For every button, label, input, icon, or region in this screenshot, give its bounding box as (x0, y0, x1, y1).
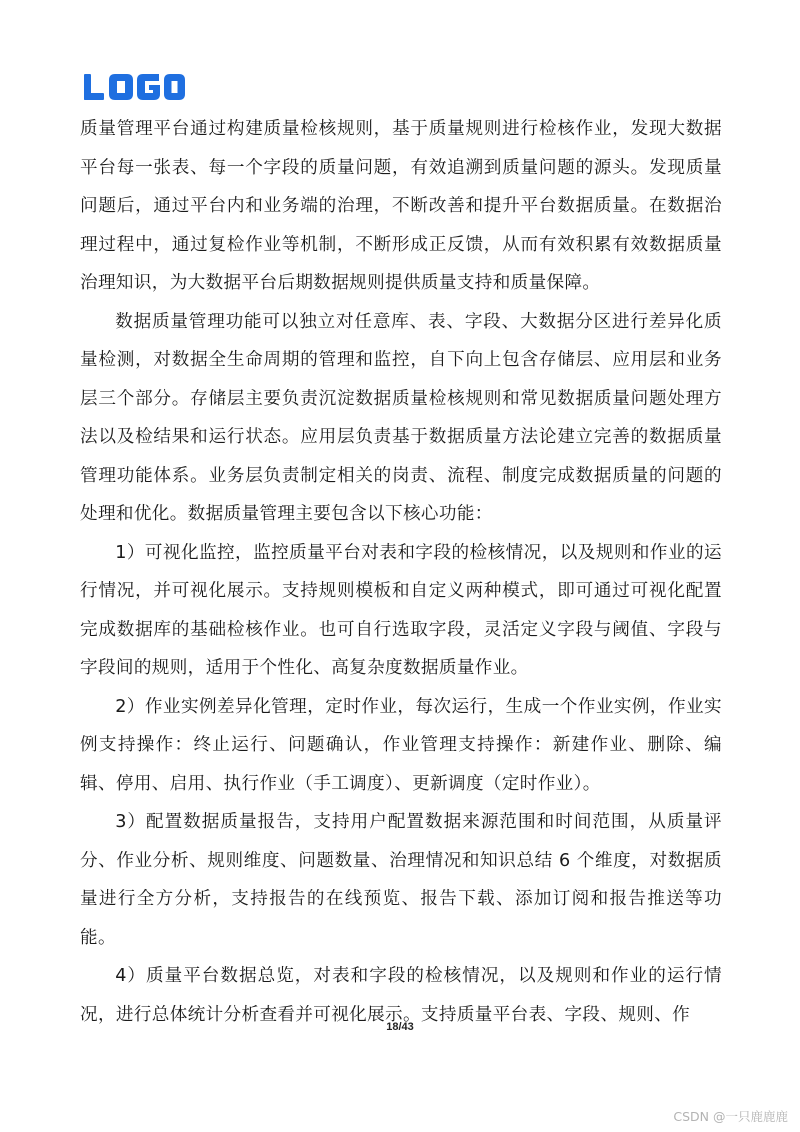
paragraph-feature-2: 2）作业实例差异化管理，定时作业，每次运行，生成一个作业实例，作业实例支持操作：终止运行、问题确认，作业管理支持操作：新建作业、删除、编辑、停用、启用、执行作业（手工调度）、更新调度（定时作业）。 (80, 696, 722, 794)
paragraph-intro: 质量管理平台通过构建质量检核规则，基于质量规则进行检核作业，发现大数据平台每一张表、每一个字段的质量问题，有效追溯到质量问题的源头。发现质量问题后，通过平台内和业务端的治理，不断改善和提升平台数据质量。在数据治理过程中，通过复检作业等机制，不断形成正反馈，从而有效积累有效数据质量治理知识，为大数据平台后期数据规则提供质量支持和质量保障。 (80, 119, 722, 293)
paragraph-feature-1: 1）可视化监控，监控质量平台对表和字段的检核情况，以及规则和作业的运行情况，并可视化展示。支持规则模板和自定义两种模式，即可通过可视化配置完成数据库的基础检核作业。也可自行选取字段，灵活定义字段与阈值、字段与字段间的规则，适用于个性化、高复杂度数据质量作业。 (80, 542, 722, 678)
paragraph-feature-3: 3）配置数据质量报告，支持用户配置数据来源范围和时间范围，从质量评分、作业分析、规则维度、问题数量、治理情况和知识总结 6 个维度，对数据质量进行全方分析，支持报告的在线预览、报告下载、添加订阅和报告推送等功能。 (80, 812, 722, 948)
paragraph-overview: 数据质量管理功能可以独立对任意库、表、字段、大数据分区进行差异化质量检测，对数据全生命周期的管理和监控，自下向上包含存储层、应用层和业务层三个部分。存储层主要负责沉淀数据质量检核规则和常见数据质量问题处理方法以及检结果和运行状态。应用层负责基于数据质量方法论建立完善的数据质量管理功能体系。业务层负责制定相关的岗责、流程、制度完成数据质量的问题的处理和优化。数据质量管理主要包含以下核心功能： (80, 311, 722, 524)
document-body (80, 110, 722, 1034)
page-number: 18/43 (386, 1021, 414, 1033)
csdn-watermark: CSDN @一只鹿鹿鹿 (673, 1109, 788, 1124)
logo (82, 70, 186, 104)
paragraph-feature-4: 4）质量平台数据总览，对表和字段的检核情况，以及规则和作业的运行情况，进行总体统计分析查看并可视化展示。支持质量平台表、字段、规则、作 (80, 966, 722, 1025)
